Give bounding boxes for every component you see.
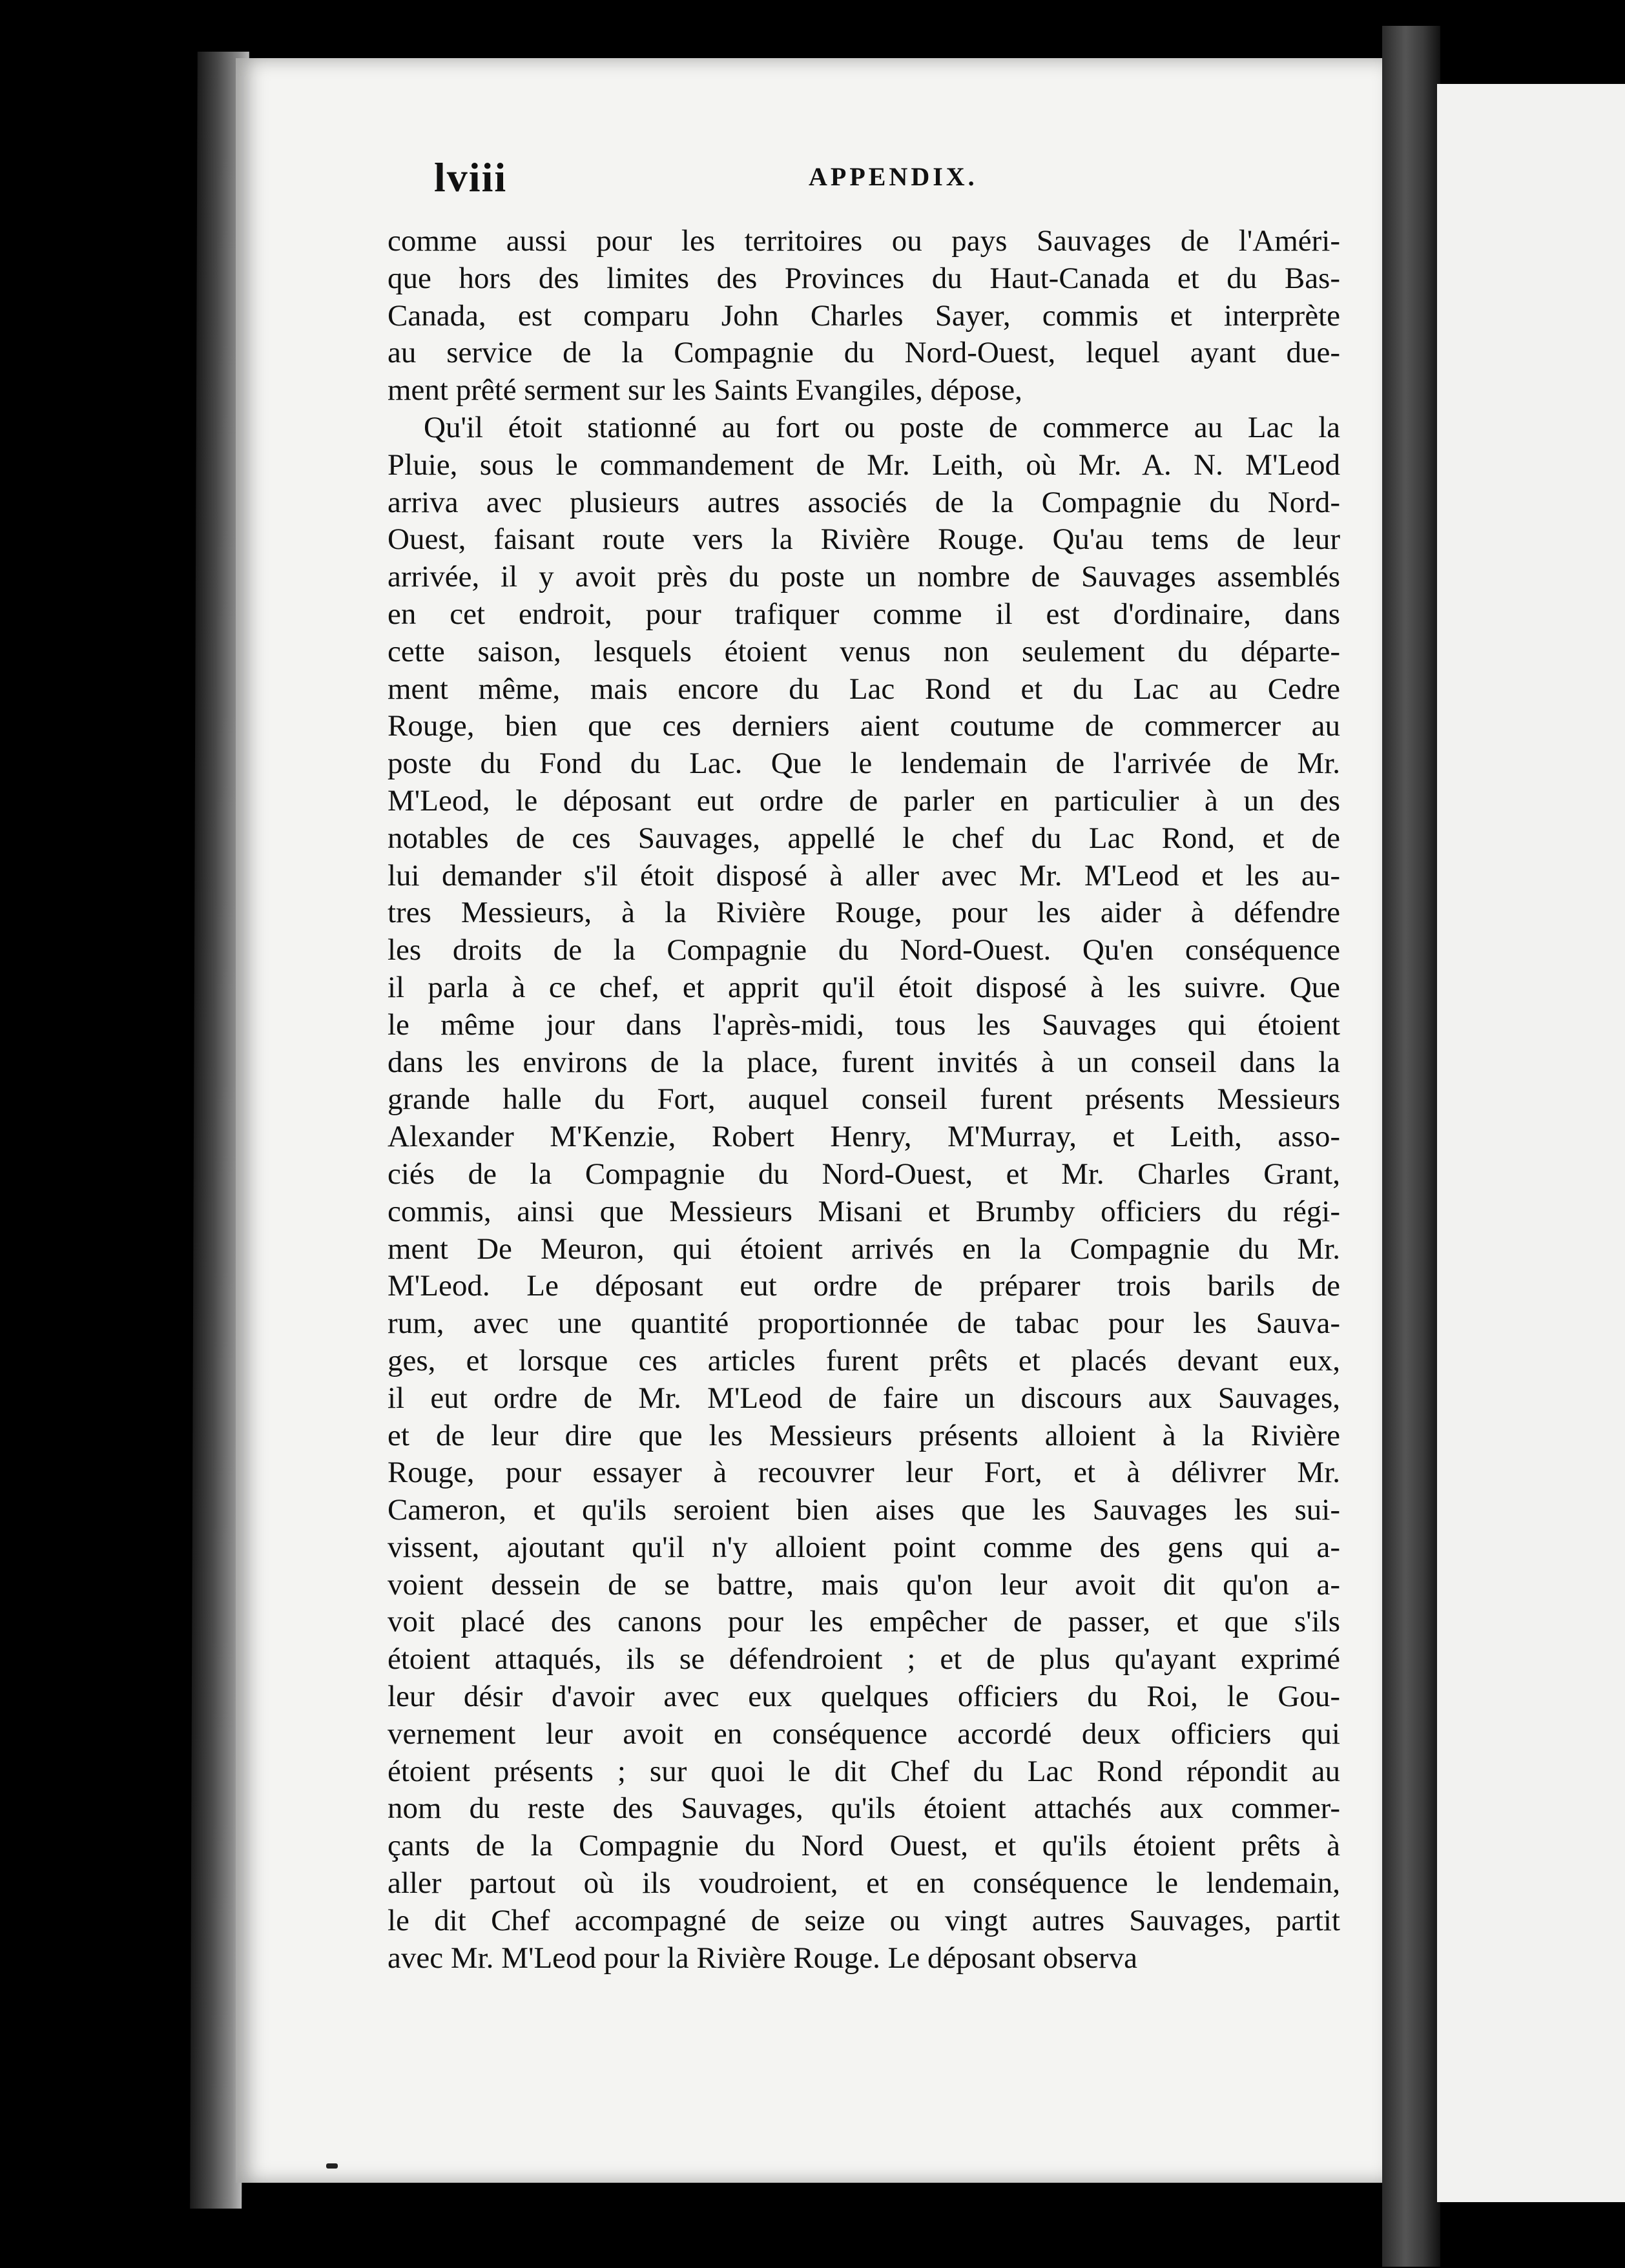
running-head	[434, 154, 1319, 199]
text-line: comme aussi pour les territoires ou pays Sauvages de l'Améri-	[388, 224, 1340, 258]
text-line: nom du reste des Sauvages, qu'ils étoient attachés aux commer-	[388, 1791, 1340, 1826]
text-line: le même jour dans l'après-midi, tous les Sauvages qui étoient	[388, 1007, 1340, 1042]
text-line: voit placé des canons pour les empêcher de passer, et que s'ils	[388, 1605, 1340, 1639]
text-line: le dit Chef accompagné de seize ou vingt autres Sauvages, partit	[388, 1903, 1340, 1937]
text-line: Pluie, sous le commandement de Mr. Leith, où Mr. A. N. M'Leod	[388, 448, 1340, 482]
text-line: vissent, ajoutant qu'il n'y alloient point comme des gens qui a-	[388, 1530, 1340, 1564]
page-number: lviii	[434, 154, 508, 200]
text-line: étoient attaqués, ils se défendroient ; et de plus qu'ayant exprimé	[388, 1642, 1340, 1676]
text-line: Ouest, faisant route vers la Rivière Rouge. Qu'au tems de leur	[388, 522, 1340, 557]
text-line: ment prêté serment sur les Saints Evangiles, dépose,	[388, 373, 1022, 407]
text-line: M'Leod, le déposant eut ordre de parler en particulier à un des	[388, 783, 1340, 818]
text-line: ment même, mais encore du Lac Rond et du Lac au Cedre	[388, 672, 1340, 706]
text-line: tres Messieurs, à la Rivière Rouge, pour les aider à défendre	[388, 896, 1340, 930]
right-page	[1437, 84, 1625, 2202]
text-line: commis, ainsi que Messieurs Misani et Brumby officiers du régi-	[388, 1194, 1340, 1228]
text-line: lui demander s'il étoit disposé à aller avec Mr. M'Leod et les au-	[388, 858, 1340, 892]
text-line: et de leur dire que les Messieurs présents alloient à la Rivière	[388, 1418, 1340, 1452]
text-line: avec Mr. M'Leod pour la Rivière Rouge. Le déposant observa	[388, 1941, 1137, 1975]
text-line: il parla à ce chef, et apprit qu'il étoit disposé à les suivre. Que	[388, 970, 1340, 1004]
book-gutter	[1382, 26, 1440, 2267]
text-line: en cet endroit, pour trafiquer comme il est d'ordinaire, dans	[388, 597, 1340, 631]
text-line: arrivée, il y avoit près du poste un nombre de Sauvages assemblés	[388, 560, 1340, 594]
text-line: ciés de la Compagnie du Nord-Ouest, et Mr. Charles Grant,	[388, 1157, 1340, 1191]
text-line: Rouge, bien que ces derniers aient coutume de commercer au	[388, 709, 1340, 743]
text-line: leur désir d'avoir avec eux quelques officiers du Roi, le Gou-	[388, 1680, 1340, 1714]
text-line: Rouge, pour essayer à recouvrer leur Fort, et à délivrer Mr.	[388, 1456, 1340, 1490]
text-line: vernement leur avoit en conséquence accordé deux officiers qui	[388, 1716, 1340, 1751]
text-line: Qu'il étoit stationné au fort ou poste de commerce au Lac la	[424, 410, 1340, 444]
text-line: dans les environs de la place, furent invités à un conseil dans la	[388, 1045, 1340, 1079]
text-line: aller partout où ils voudroient, et en conséquence le lendemain,	[388, 1866, 1340, 1901]
text-line: Cameron, et qu'ils seroient bien aises que les Sauvages les sui-	[388, 1493, 1340, 1527]
text-line: que hors des limites des Provinces du Haut-Canada et du Bas-	[388, 261, 1340, 295]
text-line: cette saison, lesquels étoient venus non seulement du départe-	[388, 634, 1340, 668]
text-line: Canada, est comparu John Charles Sayer, commis et interprète	[388, 298, 1340, 333]
text-line: çants de la Compagnie du Nord Ouest, et qu'ils étoient prêts à	[388, 1829, 1340, 1863]
text-line: poste du Fond du Lac. Que le lendemain de l'arrivée de Mr.	[388, 747, 1340, 781]
body-text	[388, 223, 1340, 1977]
text-line: M'Leod. Le déposant eut ordre de préparer trois barils de	[388, 1269, 1340, 1303]
text-line: grande halle du Fort, auquel conseil furent présents Messieurs	[388, 1082, 1340, 1117]
text-line: ment De Meuron, qui étoient arrivés en la Compagnie du Mr.	[388, 1232, 1340, 1266]
text-line: étoient présents ; sur quoi le dit Chef du Lac Rond répondit au	[388, 1754, 1340, 1788]
running-head-title: APPENDIX.	[809, 162, 978, 191]
text-line: Alexander M'Kenzie, Robert Henry, M'Murray, et Leith, asso-	[388, 1120, 1340, 1154]
text-line: au service de la Compagnie du Nord-Ouest, lequel ayant due-	[388, 336, 1340, 370]
text-line: arriva avec plusieurs autres associés de la Compagnie du Nord-	[388, 485, 1340, 519]
text-line: rum, avec une quantité proportionnée de tabac pour les Sauva-	[388, 1306, 1340, 1341]
text-line: il eut ordre de Mr. M'Leod de faire un discours aux Sauvages,	[388, 1381, 1340, 1415]
text-line: les droits de la Compagnie du Nord-Ouest. Qu'en conséquence	[388, 933, 1340, 967]
ink-smudge	[326, 2163, 338, 2169]
text-line: voient dessein de se battre, mais qu'on leur avoit dit qu'on a-	[388, 1567, 1340, 1602]
text-line: ges, et lorsque ces articles furent prêts et placés devant eux,	[388, 1343, 1340, 1377]
text-line: notables de ces Sauvages, appellé le chef du Lac Rond, et de	[388, 821, 1340, 855]
